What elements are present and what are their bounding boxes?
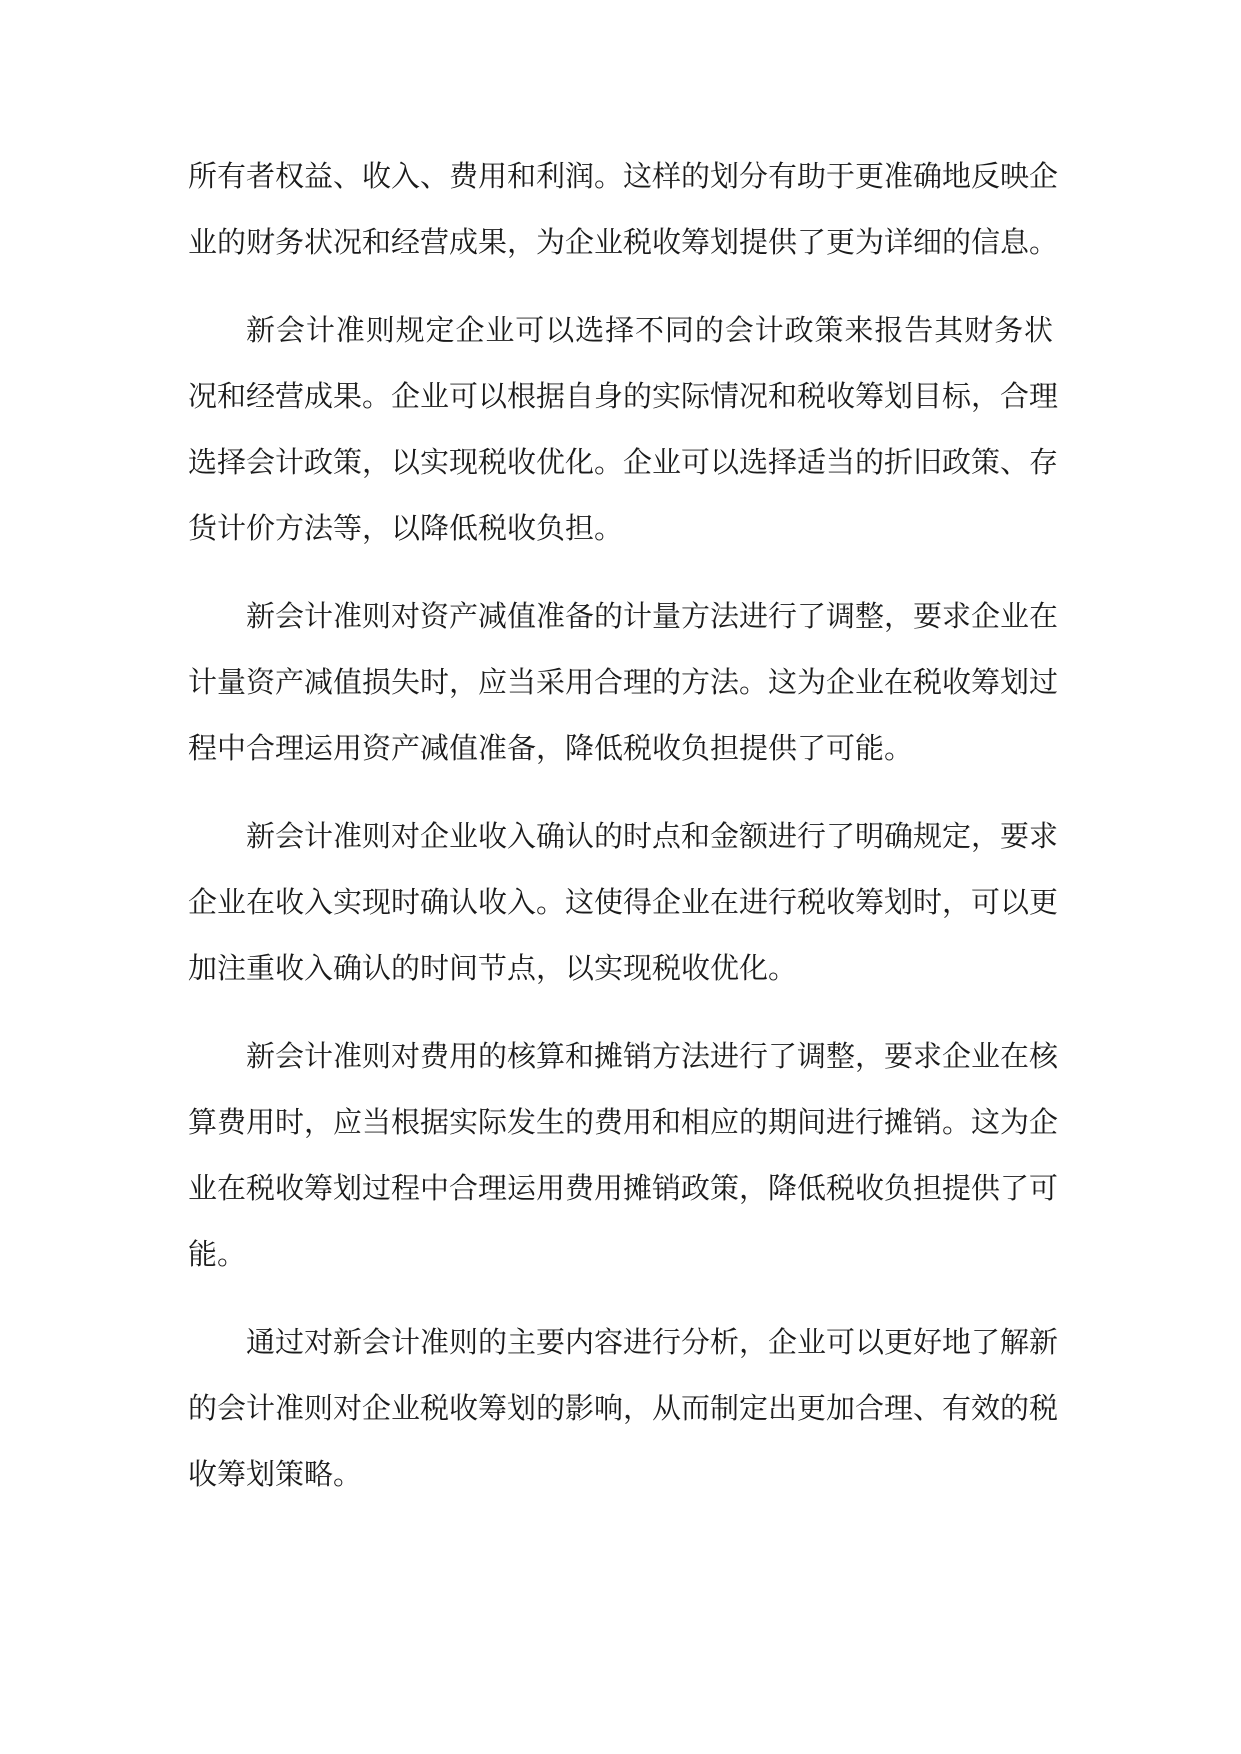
paragraph-line: 选择会计政策，以实现税收优化。企业可以选择适当的折旧政策、存 <box>188 445 1059 479</box>
paragraph-line: 新会计准则对费用的核算和摊销方法进行了调整，要求企业在核 <box>246 1039 1059 1073</box>
paragraph-line: 能。 <box>188 1237 247 1271</box>
paragraph-3 <box>188 583 1059 781</box>
paragraph-line: 新会计准则规定企业可以选择不同的会计政策来报告其财务状 <box>246 313 1053 347</box>
paragraph-line: 加注重收入确认的时间节点，以实现税收优化。 <box>188 951 798 985</box>
paragraph-line: 收筹划策略。 <box>188 1457 363 1491</box>
paragraph-line: 所有者权益、收入、费用和利润。这样的划分有助于更准确地反映企 <box>188 159 1059 193</box>
paragraph-line: 算费用时，应当根据实际发生的费用和相应的期间进行摊销。这为企 <box>188 1105 1059 1139</box>
paragraph-1 <box>188 143 1059 275</box>
document-body <box>188 143 1059 1507</box>
paragraph-line: 况和经营成果。企业可以根据自身的实际情况和税收筹划目标，合理 <box>188 379 1059 413</box>
paragraph-line: 新会计准则对企业收入确认的时点和金额进行了明确规定，要求 <box>246 819 1059 853</box>
paragraph-line: 程中合理运用资产减值准备，降低税收负担提供了可能。 <box>188 731 914 765</box>
paragraph-line: 业在税收筹划过程中合理运用费用摊销政策，降低税收负担提供了可 <box>188 1171 1059 1205</box>
paragraph-line: 计量资产减值损失时，应当采用合理的方法。这为企业在税收筹划过 <box>188 665 1059 699</box>
paragraph-line: 业的财务状况和经营成果，为企业税收筹划提供了更为详细的信息。 <box>188 225 1059 259</box>
paragraph-2 <box>188 297 1059 561</box>
paragraph-line: 货计价方法等，以降低税收负担。 <box>188 511 624 545</box>
paragraph-5 <box>188 1023 1059 1287</box>
paragraph-line: 的会计准则对企业税收筹划的影响，从而制定出更加合理、有效的税 <box>188 1391 1059 1425</box>
paragraph-6 <box>188 1309 1059 1507</box>
paragraph-line: 企业在收入实现时确认收入。这使得企业在进行税收筹划时，可以更 <box>188 885 1059 919</box>
paragraph-line: 通过对新会计准则的主要内容进行分析，企业可以更好地了解新 <box>246 1325 1059 1359</box>
paragraph-4 <box>188 803 1059 1001</box>
paragraph-line: 新会计准则对资产减值准备的计量方法进行了调整，要求企业在 <box>246 599 1059 633</box>
